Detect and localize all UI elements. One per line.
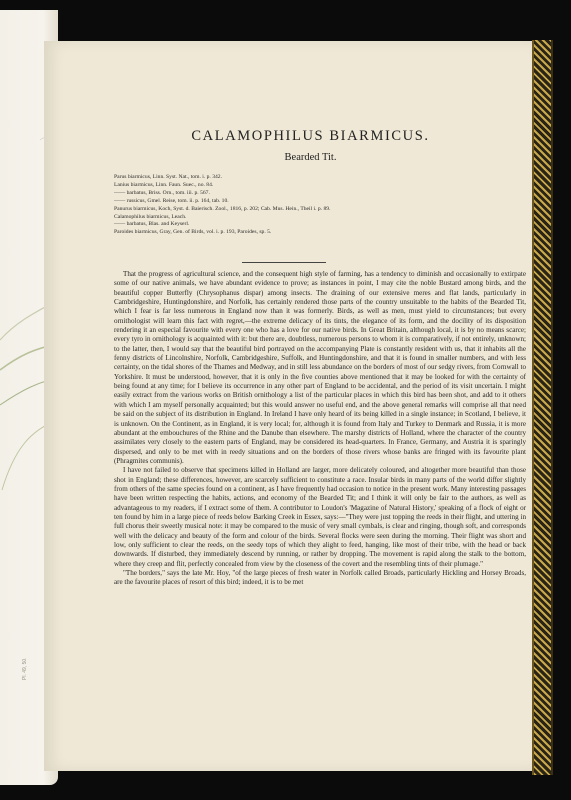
synonym-line: —— barbatus, Blas. and Keyserl. — [114, 221, 190, 228]
paragraph: "The borders," says the late Mr. Hoy, "of the large pieces of fresh water in Norfolk called Broads, particularly Hickling and Horsey Broads, are the favourite places of resort of this bird; indeed, it is to be met — [114, 569, 526, 587]
common-name: Bearded Tit. — [284, 152, 337, 163]
plate-edge-text: Pl. 49, 50. — [22, 657, 28, 680]
synonym-line: Parus biarmicus, Linn. Syst. Nat., tom. i. p. 342. — [114, 174, 222, 180]
paragraph: I have not failed to observe that specimens killed in Holland are larger, more delicately coloured, and altogether more beautiful than those shot in England; these differences, however, are scarcely sufficient to constitute a race. Insular birds in many parts of the world differ slightly from others of the same species found on a continent, as I have frequently had occasion to notice in the present work. Many interesting passages have been written respecting the habits, actions, and economy of the Bearded Tit; and I think it will only be fair to the authors, as well as advantageous to my readers, if I extract some of them. A contributor to Loudon's 'Magazine of Natural History,' speaking of a flock of eight or ten found by him in a large piece of reeds below Barking Creek in Essex, says:—"They were just topping the reeds in their flight, and uttering in full chorus their sweetly musical note: it may be compared to the music of very small cymbals, is clear and ringing, though soft, and corresponds well with the delicacy and beauty of the form and colour of the birds. Several flocks were seen during the morning. Their flight was short and low, only sufficient to clear the reeds, on the seedy tops of which they alight to feed, hanging, like most of their tribe, with the head or back downwards. If disturbed, they immediately descend by running, or rather by dropping. The movement is rapid along the stalk to the bottom, where they creep and flit, perfectly concealed from view by the closeness of the covert and the resembling tints of their plumage." — [114, 466, 526, 568]
synonym-line: Paroides biarmicus, Gray, Gen. of Birds, vol. i. p. 193, Paroides, sp. 5. — [114, 229, 272, 236]
paragraph: That the progress of agricultural science, and the consequent high style of farming, has a tendency to diminish and occasionally to extirpate some of our native animals, we have abundant evidence to prove; as instances in point, I may cite the noble Bustard among birds, and the beautiful copper Butterfly (Chrysophanus dispar) among insects. The draining of our extensive meres and flat lands, particularly in Cambridgeshire, Huntingdonshire, and Norfolk, has certainly rendered those parts of the country unsuitable to the habits of the Bearded Tit, which I fear is far less numerous in England now than it was formerly. Birds, as well as men, must yield to circumstances; but every ornithologist will learn this fact with regret,—the extreme delicacy of its tints, the elegance of its form, and the docility of its disposition rendering it an especial favourite with every one who has a love for our native birds. In Great Britain, although local, it is by no means scarce; every tyro in ornithology is acquainted with it: but there are, doubtless, numerous persons to whom it is comparatively, if not entirely, unknown; to the latter, then, I would say that the beautiful bird portrayed on the accompanying Plate is constantly resident with us, that it inhabits all the fenny districts of Lincolnshire, Norfolk, Cambridgeshire, Suffolk, and Huntingdonshire, and that it is found in smaller numbers, and with less certainty, on the tidal shores of the Thames and Medway, and in still less abundance on the borders of most of our sedgy rivers, from Cornwall to Yorkshire. It must be understood, however, that it is only in the five counties above mentioned that it may be looked for with the certainty of being found at any time; for I believe its occurrence in any other part of England to be accidental, and the period of its visit uncertain. I might easily extract from the various works on British ornithology a list of the particular places in which this bird has been shot, and add to it others with which I am myself personally acquainted; but this would answer no useful end, and the above general remarks will comprise all that need be said on the subject of its distribution in England. In Ireland I have only heard of its being killed in a single instance; in Scotland, I believe, it is unknown. On the Continent, as in England, it is very local; for, although it is found from Italy and Turkey to Denmark and Russia, it is more abundant at the embouchures of the Rhine and the Danube than elsewhere. The marshy districts of Holland, where the character of the country assimilates very closely to the eastern parts of England, may be considered its head-quarters. In France, Germany, and Austria it is sparingly dispersed, and only to be met with in reedy situations and on the borders of those rivers whose banks are fringed with its favourite plant (Phragmites communis). — [114, 270, 526, 465]
species-title: CALAMOPHILUS BIARMICUS. — [191, 128, 430, 144]
synonymy-list — [114, 174, 514, 237]
synonym-line: —— russicus, Gmel. Reise, tom. ii. p. 164, tab. 10. — [114, 197, 229, 204]
synonym-line: —— barbatus, Briss. Orn., tom. iii. p. 567. — [114, 189, 210, 196]
synonym-line: Calamophilus biarmicus, Leach. — [114, 213, 187, 220]
decorative-binding-edge — [532, 40, 553, 775]
section-divider — [242, 262, 326, 263]
synonym-line: Panurus biarmicus, Koch, Syst. d. Baierisch. Zool., 1816, p. 202; Cab. Mus. Hein., Theil i. p. 89. — [114, 205, 331, 212]
synonym-line: Lanius biarmicus, Linn. Faun. Suec., no. 84. — [114, 181, 214, 188]
body-text — [114, 270, 526, 588]
